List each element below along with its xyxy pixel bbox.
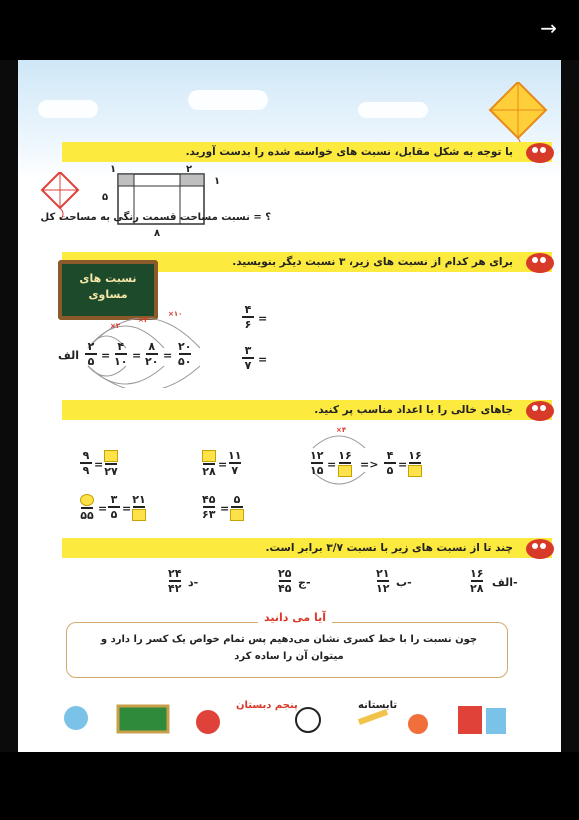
fraction: ۴۵ ۶۳ (202, 493, 216, 521)
equals-sign: = (218, 458, 228, 471)
cloud (358, 102, 428, 118)
equals-sign: = (163, 349, 173, 362)
fraction: ۹ ۹ (80, 450, 92, 476)
board-line: نسبت های (79, 272, 137, 285)
fraction: ۲۸ (202, 450, 216, 477)
fraction: ۲۱ ۱۲ (376, 567, 390, 595)
fraction: ۴ ۱۰ (114, 340, 128, 368)
choice-label: د- (188, 576, 199, 589)
mascot-icon (523, 249, 557, 275)
arc-label: ×۴ (336, 426, 347, 434)
equals-sign: = (101, 349, 111, 362)
answer-box[interactable] (104, 450, 118, 462)
back-arrow-icon[interactable]: → (540, 16, 557, 40)
sky-background (18, 60, 561, 180)
board-line: مساوی (88, 288, 128, 301)
chalkboard (58, 260, 158, 320)
school-supplies-icons (58, 700, 528, 740)
did-you-know-box (66, 622, 508, 678)
area-ratio-question: ؟ = نسبت مساحت قسمت رنگی به مساحت کل (40, 212, 271, 223)
grade-label: پنجم دبستان (236, 700, 298, 711)
fraction: ۳ ۵ (108, 494, 120, 520)
fraction: ۲۵ ۴۵ (278, 567, 292, 595)
example-label: الف (58, 349, 80, 362)
answer-box[interactable] (230, 509, 244, 521)
fraction: ۱۶ (338, 450, 352, 477)
fraction: ۱۶ ۲۸ (470, 567, 484, 595)
mascot-icon (523, 535, 557, 561)
fraction: ۵ (230, 494, 244, 521)
did-you-know-heading: آیا می دانید (258, 611, 332, 624)
equals-sign: = (132, 349, 142, 362)
answer-box[interactable] (80, 494, 94, 506)
fraction: ۱۲ ۱۵ (310, 449, 324, 477)
equals-sign: = (220, 502, 230, 515)
equals-sign: = (98, 502, 108, 515)
section-title: چند تا از نسبت های زیر با نسبت ۳/۷ برابر است. (265, 542, 513, 554)
dimension-label: ۱ (214, 176, 221, 187)
mascot-icon (523, 139, 557, 165)
section-title: جاهای خالی را با اعداد مناسب پر کنید. (314, 404, 513, 416)
fraction: ۵۵ (80, 494, 94, 521)
section-title: با توجه به شکل مقابل، نسبت های خواسته شده را بدست آورید. (185, 146, 513, 158)
choice-label: ج- (298, 576, 311, 589)
equals-sign: = (258, 312, 268, 325)
cloud (38, 100, 98, 118)
cloud (188, 90, 268, 110)
choice-label: الف- (492, 576, 518, 589)
fraction: ۲۰ ۵۰ (178, 340, 192, 368)
equals-sign: = (327, 458, 337, 471)
fraction: ۴ ۵ (384, 450, 396, 476)
fraction: ۱۱ ۷ (228, 449, 242, 477)
height-label: ۵ (102, 192, 109, 203)
equals-sign: = (258, 353, 268, 366)
dimension-label: ۲ (186, 164, 193, 175)
fraction: ۲۱ (132, 494, 146, 521)
equals-sign: = (94, 458, 104, 471)
fraction: ۲۷ (104, 450, 118, 477)
arc-label: ×۱۰ (168, 310, 183, 318)
arc-label: ×۴ (138, 316, 149, 324)
fraction: ۳ ۷ (242, 345, 254, 371)
implies-arrow: => (360, 458, 379, 471)
mascot-icon (523, 397, 557, 423)
fraction: ۴ ۶ (242, 304, 254, 330)
bottom-bar (0, 752, 579, 820)
answer-box[interactable] (202, 450, 216, 462)
equals-sign: = (122, 502, 132, 515)
arc-label: ×۲ (110, 322, 121, 330)
dimension-label: ۱ (110, 164, 117, 175)
fraction: ۲ ۵ (85, 341, 97, 367)
equals-sign: = (398, 458, 408, 471)
section-title: برای هر کدام از نسبت های زیر، ۳ نسبت دیگر بنویسید. (232, 256, 513, 268)
width-label: ۸ (154, 228, 161, 239)
top-bar (0, 0, 579, 60)
choice-label: ب- (396, 576, 412, 589)
brand-label: تابستانه (358, 700, 398, 711)
fraction: ۱۶ (408, 450, 422, 477)
fraction: ۸ ۲۰ (145, 340, 159, 368)
fraction: ۲۴ ۴۲ (168, 567, 182, 595)
answer-box[interactable] (132, 509, 146, 521)
did-you-know-text: چون نسبت را با خط کسری نشان می‌دهیم پس تمام خواص یک کسر را دارد و میتوان آن را ساده کرد (100, 634, 478, 662)
